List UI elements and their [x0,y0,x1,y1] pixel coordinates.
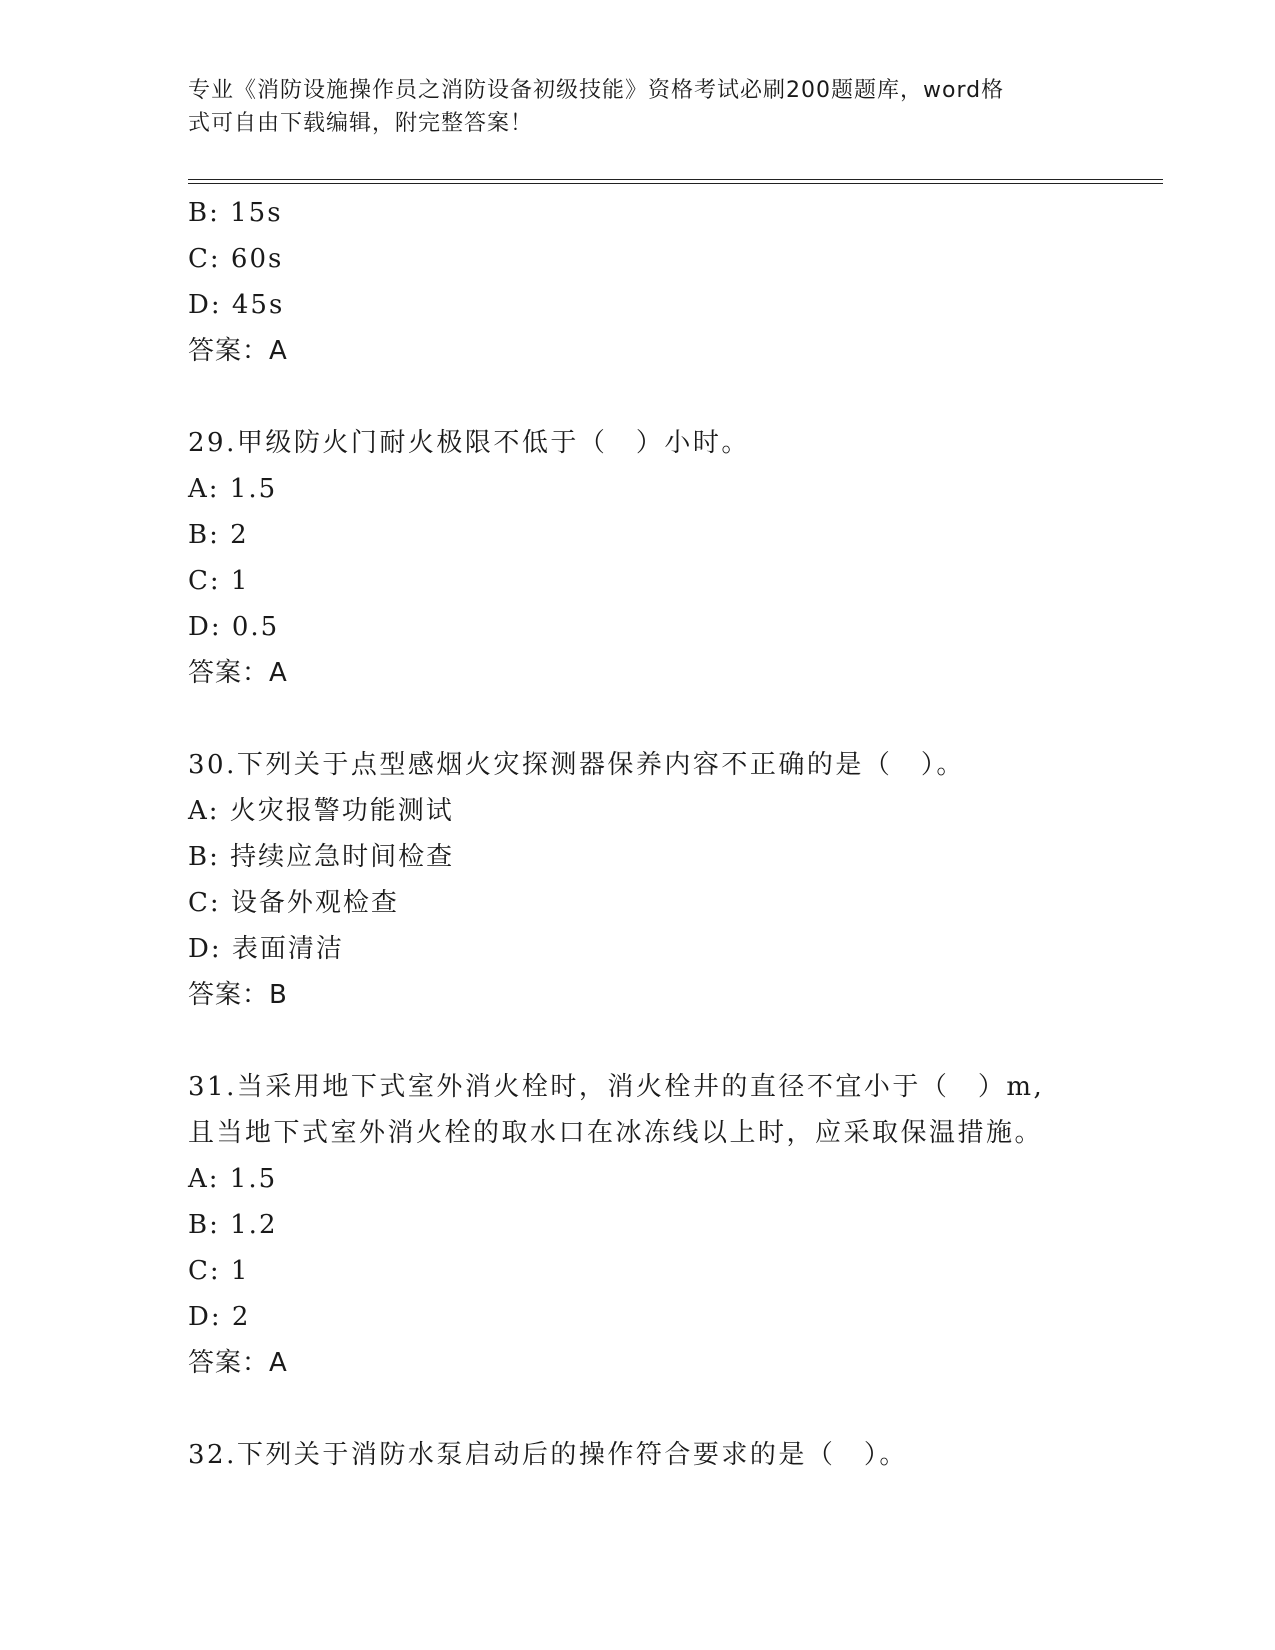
option-c: C: 设备外观检查 [188,888,399,918]
header-title-line-1: 专业《消防设施操作员之消防设备初级技能》资格考试必刷200题题库，word格 [188,78,1005,103]
document-header [188,74,1088,140]
option-d: D: 表面清洁 [188,934,344,964]
option-b: B: 持续应急时间检查 [188,842,455,872]
question-29-block [188,420,1148,696]
option-a: A: 1.5 [188,1164,278,1194]
option-c: C: 1 [188,566,250,596]
option-b: B: 2 [188,520,249,550]
option-d: D: 45s [188,290,285,320]
spacer [188,374,1148,420]
header-title-line-2: 式可自由下载编辑，附完整答案！ [188,111,534,136]
spacer [188,1386,1148,1432]
question-list [188,190,1148,1478]
question-31-block [188,1064,1148,1386]
answer-line: 答案：A [188,1348,288,1378]
question-30-text: 30.下列关于点型感烟火灾探测器保养内容不正确的是（ ）。 [188,750,965,780]
prev-question-block [188,190,1148,374]
question-32-block [188,1432,1148,1478]
question-32-text: 32.下列关于消防水泵启动后的操作符合要求的是（ ）。 [188,1440,908,1470]
spacer [188,1018,1148,1064]
answer-line: 答案：B [188,980,288,1010]
answer-line: 答案：A [188,336,288,366]
option-b: B: 1.2 [188,1210,278,1240]
header-divider [188,179,1163,184]
spacer [188,696,1148,742]
question-31-text-line-1: 31.当采用地下式室外消火栓时，消火栓井的直径不宜小于（ ）m, [188,1072,1045,1102]
option-a: A: 火灾报警功能测试 [188,796,454,826]
option-d: D: 0.5 [188,612,280,642]
option-a: A: 1.5 [188,474,278,504]
answer-line: 答案：A [188,658,288,688]
option-d: D: 2 [188,1302,251,1332]
question-31-text-line-2: 且当地下式室外消火栓的取水口在冰冻线以上时，应采取保温措施。 [188,1118,1044,1148]
option-b: B: 15s [188,198,283,228]
question-29-text: 29.甲级防火门耐火极限不低于（ ）小时。 [188,428,750,458]
option-c: C: 1 [188,1256,250,1286]
option-c: C: 60s [188,244,284,274]
question-30-block [188,742,1148,1018]
